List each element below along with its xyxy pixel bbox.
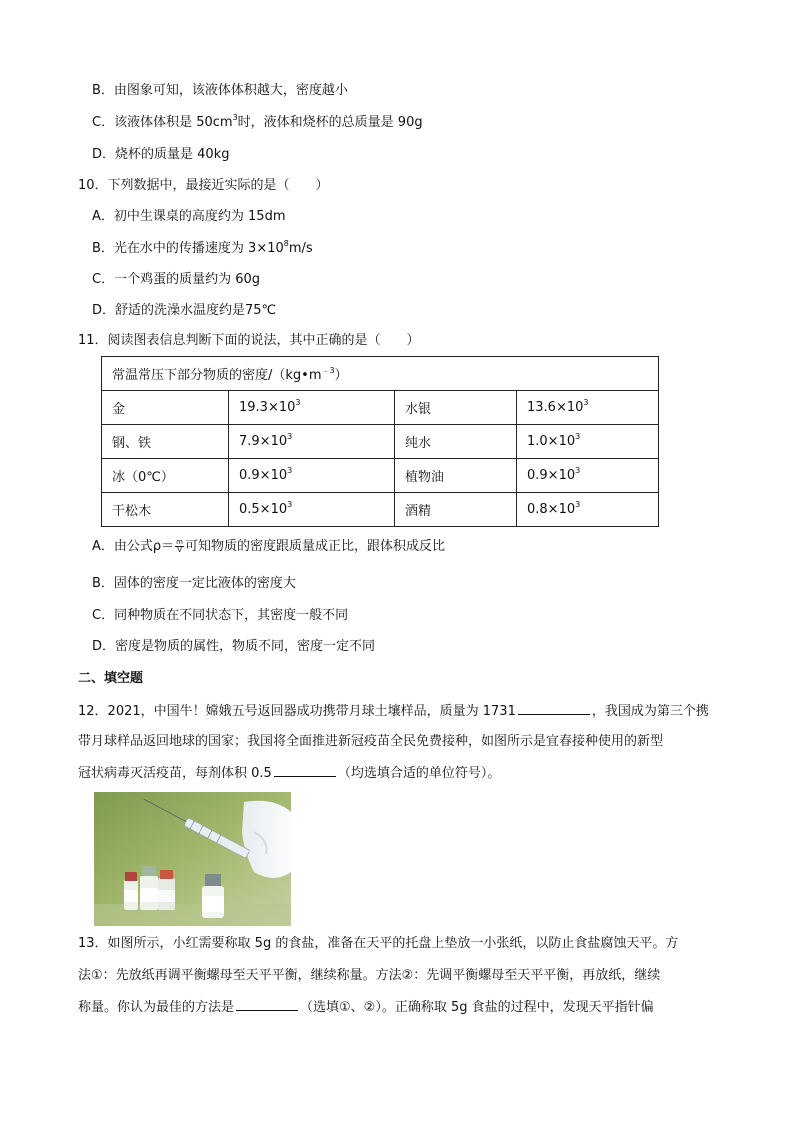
density-cell: [229, 493, 395, 527]
substance-cell: 纯水: [395, 425, 517, 459]
superscript: 3: [575, 466, 581, 475]
question-text: ，我国成为第三个携: [591, 704, 709, 719]
superscript: 3: [232, 113, 238, 122]
option-label: A．: [92, 209, 114, 224]
option-label: C．: [92, 272, 115, 287]
density-cell: [229, 425, 395, 459]
option-text: 舒适的洗澡水温度约是75℃: [115, 303, 277, 318]
q9-option-d: [92, 146, 229, 164]
table-row: [102, 493, 659, 527]
substance-cell: 干松木: [102, 493, 229, 527]
option-text: 由图象可知，该液体体积越大，密度越小: [113, 83, 348, 98]
option-text: m/s: [288, 241, 313, 256]
density-cell: [517, 391, 659, 425]
table-caption-row: [102, 357, 659, 391]
density-cell: [229, 391, 395, 425]
caption-text: ）: [334, 368, 348, 383]
q10-option-c: [92, 271, 260, 289]
superscript: 3: [575, 500, 581, 509]
density-value: 0.5×10: [239, 502, 288, 517]
density-table: [101, 356, 659, 527]
option-text: 初中生课桌的高度约为 15dm: [113, 209, 286, 224]
density-cell: [517, 493, 659, 527]
density-value: 7.9×10: [239, 434, 288, 449]
section-heading: 二、填空题: [78, 671, 144, 686]
q13-line-1: 13．如图所示，小红需要称取 5g 的食盐，准备在天平的托盘上垫放一小张纸，以防止食盐腐蚀天平。方: [78, 936, 679, 951]
option-label: C．: [92, 115, 115, 130]
table-row: [102, 391, 659, 425]
density-value: 1.0×10: [527, 434, 576, 449]
question-text: （均选填合适的单位符号）。: [337, 766, 501, 781]
q12-line-3: [78, 764, 500, 783]
density-value: 0.9×10: [239, 468, 288, 483]
table-row: [102, 459, 659, 493]
substance-cell: 酒精: [395, 493, 517, 527]
q10-stem: 10．下列数据中，最接近实际的是（ ）: [78, 178, 329, 193]
superscript: 3: [575, 432, 581, 441]
q11-option-a: [92, 538, 445, 556]
substance-cell: 冰（0℃）: [102, 459, 229, 493]
option-text: 光在水中的传播速度为 3×10: [113, 241, 284, 256]
option-text: 固体的密度一定比液体的密度大: [113, 576, 296, 591]
density-cell: [517, 459, 659, 493]
q11-stem: 11．阅读图表信息判断下面的说法，其中正确的是（ ）: [78, 333, 420, 348]
option-text: 时，液体和烧杯的总质量是 90g: [237, 115, 423, 130]
table-row: [102, 425, 659, 459]
option-label: D．: [92, 639, 116, 654]
question-text: 称量。你认为最佳的方法是: [78, 1000, 235, 1015]
option-label: C．: [92, 608, 115, 623]
q11-option-d: [92, 638, 375, 656]
density-value: 0.9×10: [527, 468, 576, 483]
q11-option-c: [92, 607, 348, 625]
option-label: A．: [92, 539, 114, 554]
answer-blank[interactable]: [236, 998, 298, 1011]
q12-line-1: [78, 702, 709, 721]
superscript: 3: [583, 398, 589, 407]
caption-text: 常温常压下部分物质的密度/（kg•m: [112, 368, 322, 383]
superscript: 3: [287, 500, 293, 509]
option-label: D．: [92, 147, 116, 162]
q12-line-2: 带月球样品返回地球的国家；我国将全面推进新冠疫苗全民免费接种，如图所示是宜春接种使用的新型: [78, 734, 664, 749]
option-label: B．: [92, 241, 114, 256]
substance-cell: 金: [102, 391, 229, 425]
q11-option-b: [92, 575, 296, 593]
option-label: D．: [92, 303, 116, 318]
q10-option-b: [92, 240, 313, 258]
option-label: B．: [92, 576, 114, 591]
option-text: 该液体体积是 50cm: [114, 115, 233, 130]
density-value: 13.6×10: [527, 400, 584, 415]
option-label: B．: [92, 83, 114, 98]
option-text: 密度是物质的属性，物质不同，密度一定不同: [115, 639, 376, 654]
question-text: 12．2021，中国牛！嫦娥五号返回器成功携带月球土壤样品，质量为 1731: [78, 704, 516, 719]
substance-cell: 植物油: [395, 459, 517, 493]
fraction-denominator: V: [177, 546, 182, 554]
density-cell: [517, 425, 659, 459]
question-text: （选填①、②）。正确称取 5g 食盐的过程中，发现天平指针偏: [300, 1000, 654, 1015]
density-cell: [229, 459, 395, 493]
option-text: 由公式ρ＝: [113, 539, 175, 554]
answer-blank[interactable]: [518, 702, 590, 715]
vaccine-photo: [94, 792, 291, 926]
density-value: 19.3×10: [239, 400, 296, 415]
q10-option-a: [92, 208, 286, 226]
q13-line-3: [78, 998, 654, 1017]
option-text: 烧杯的质量是 40kg: [115, 147, 230, 162]
superscript: 3: [295, 398, 301, 407]
q9-option-b: [92, 82, 348, 100]
table-caption: [102, 357, 659, 391]
substance-cell: 水银: [395, 391, 517, 425]
density-fraction: [175, 539, 184, 554]
answer-blank[interactable]: [274, 764, 336, 777]
option-text: 可知物质的密度跟质量成正比，跟体积成反比: [185, 539, 446, 554]
q10-option-d: [92, 302, 276, 320]
superscript: ﹣3: [321, 366, 335, 375]
q13-line-2: 法①：先放纸再调平衡螺母至天平平衡，继续称量。方法②：先调平衡螺母至天平平衡，再放纸，继续: [78, 968, 661, 983]
superscript: 3: [287, 466, 293, 475]
option-text: 一个鸡蛋的质量约为 60g: [114, 272, 261, 287]
option-text: 同种物质在不同状态下，其密度一般不同: [114, 608, 349, 623]
question-text: 冠状病毒灭活疫苗，每剂体积 0.5: [78, 766, 272, 781]
fraction-numerator: m: [176, 538, 183, 546]
density-value: 0.8×10: [527, 502, 576, 517]
q9-option-c: [92, 114, 423, 132]
superscript: 3: [287, 432, 293, 441]
superscript: 8: [283, 239, 289, 248]
substance-cell: 钢、铁: [102, 425, 229, 459]
